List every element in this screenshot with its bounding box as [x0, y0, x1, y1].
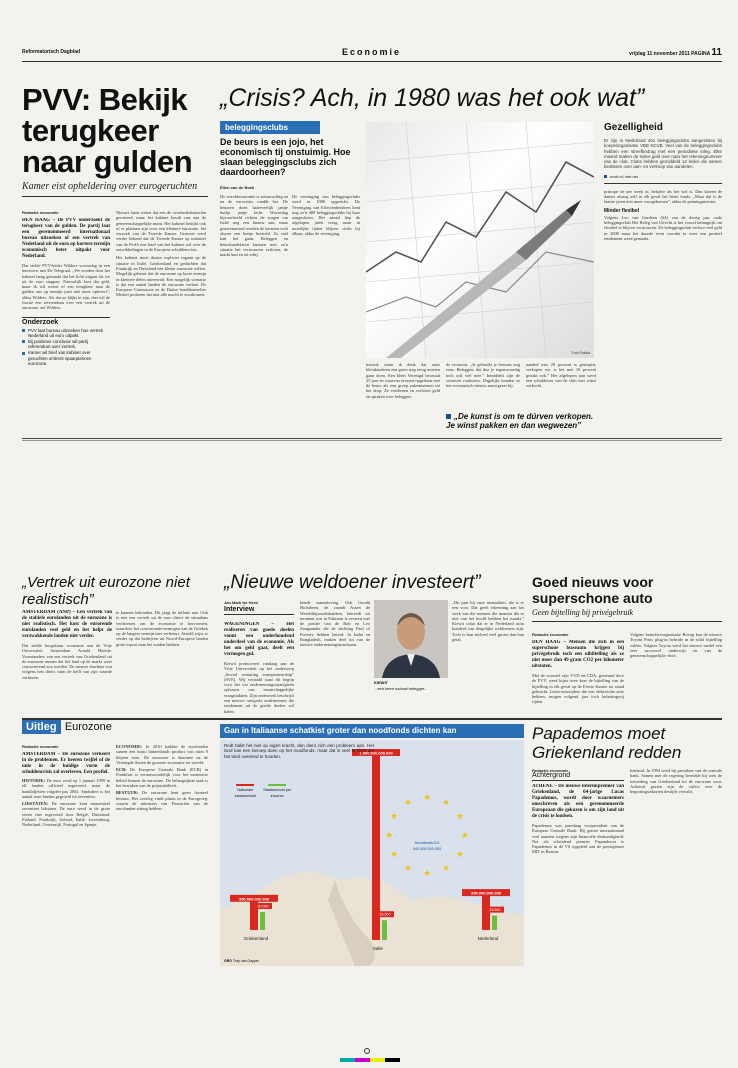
per-capita-bar: [260, 912, 265, 930]
crisis-photo: [366, 122, 594, 358]
crisis-col-4: de vrouwen. „Je gebruikt je hersens nog eens. Beleggen, dat doe je tegenwoordig toch ook wel mee.” Inmiddels zijn de vrouwen routiniers. Dagelijks houden ze het economisch nieuws nauwgezet bij.: [446, 362, 520, 389]
per-capita-value-label: 33.500: [379, 912, 391, 917]
crisis-col-5: aanded met 20 procent is gestegen, verkopen we, is het met 10 procent gezakt ook.” Het afgelopen jaar werd een schuldeiser van de club met winst verkocht.: [526, 362, 596, 389]
crisis-lead: De beurs is een jojo, het economisch tij onstuimig. Hoe slaan beleggingsclubs zich daardoorheen?: [220, 137, 351, 177]
papademos-headline: Papademos moet Griekenland redden: [532, 724, 682, 762]
infographic: [220, 740, 524, 966]
uitleg-section-ecb: ECB: De Europese Centrale Bank (ECB) in Frankfurt is verantwoordelijk voor het monetaire beleid binnen de eurozone. De belangrijkste taak is het bewaken van de prijsstabiliteit.: [116, 767, 208, 789]
eu-star-icon: ★: [460, 830, 470, 840]
gezelligheid-body: Er zijn in Nederland 401 beleggingsclubs aangesloten bij koepelorganisatie VBB NCVB. Veel van de beleggingsclubs hebben een streefbedrag met een periodieke inleg. Elke maand maken de leden geld over naar het rekeningnummer van de club. Clubs hebben gemiddeld 12 leden die samen beslissen over aan- en verkoop van aandelen.: [604, 138, 722, 170]
crisis-tag: beleggingsclubs: [220, 121, 320, 134]
uitleg-lead: AMSTERDAM – De eurozone verkeert in de problemen. Er heeren twijfel of de unie in de huidige vorm de schuldencrisis zal overleven. Een profiel.: [22, 752, 110, 775]
auto-lead: DEN HAAG – Mensen die zich in een superschone leaseauto krijgen bij privégebruik toch een nihiltelling als ze niet meer dan 49 gram CO2 per kilometer uitstoten.: [532, 640, 624, 669]
crisis-col-2: De vereniging van beleggingsclubs werd in 1980 opgericht. De Vereniging van Effectenbezitters kent nog zo'n 400 beleggingsclubs bij haar aangesloten. Het aantal liep de afgelopen jaren terug maar in moeilijke tijden blijven clubs bij elkaar, aldus de vereniging.: [292, 194, 360, 237]
papademos-body: Papademos was jarenlang vicepresident van de Europese Centrale Bank. Hij geniet internationaal veel aanzien wegens zijn financiële deskundigheid. Net als scheidend premier Papandreou is Papademos in de VS opgeleid aan de prestigieuze MIT in Boston.: [532, 823, 624, 855]
uitleg-byline: Redactie economie: [22, 744, 59, 749]
eu-star-icon: ★: [384, 830, 394, 840]
pvv-lead: DEN HAAG – De PVV onderzoekt de terugkeer van de gulden. De partij laat een gerenommeerd internationaal bureau uitzoeken of een vertrek van Nederland uit de euro op kortere termijn economisch beter uitpakt voor Nederland.: [22, 218, 110, 259]
pvv-byline: Redactie economie: [22, 210, 59, 215]
auto-col-2: Volgens branchevorganisatie Bovag kan de nieuwe Toyota Prius plug-in hybride in de nihil bijtelling vallen. Volgens Toyota werd het nieuwe model een zeer succesvol onderwijs en van de gemeenschappelijke vloot.: [630, 632, 722, 659]
uitleg-topic: Eurozone: [64, 721, 112, 733]
papademos-article: [532, 724, 722, 762]
page-info: vrijdag 11 november 2011 PAGINA 11: [629, 47, 722, 58]
eu-star-icon: ★: [422, 868, 432, 878]
interview-caption: [374, 680, 448, 692]
legend-debt: Nationale staatsschuld: [232, 774, 258, 799]
papademos-col-2: kenland. In 1994 werd hij president van de centrale bank. Samen met de regering bereidde hij toen de toetreding van Griekenland tot de eurozone voor. Achteraf gezien zijn de cijfers over de begrotingstekorten destijds vervalst.: [630, 768, 722, 795]
per-capita-bar: [382, 920, 387, 940]
uitleg-col-1: [22, 744, 110, 828]
gezelligheid-title: Gezelligheid: [604, 122, 663, 133]
auto-body: Met de voorstel zijn VVD en CDA, gesteund door de PVV, werd bijna twee keer de bijtelling van de bijtelling in elk geval op de Eerste Kamer tot stand gebracht. Lease-autorijders die een elektrische auto hebben, mogen volgend jaar toch belastingvrij rijden.: [532, 673, 624, 705]
country-label: Italië: [373, 946, 383, 951]
eu-star-icon: ★: [390, 811, 399, 821]
eu-stars: [385, 792, 469, 878]
eu-star-icon: ★: [403, 862, 413, 873]
eu-star-icon: ★: [441, 862, 451, 873]
per-capita-value-label: 30.000: [257, 904, 269, 909]
eu-star-icon: ★: [455, 811, 464, 821]
crisis-headline: „Crisis? Ach, in 1980 was het ook wat”: [220, 84, 645, 112]
quote-square-icon: [446, 414, 451, 419]
pvv-body-2: Nieuws laten weten dat een de overheidsfinanciën geroteerd, maar het kabinet houdt vast aan de gemeenschappelijke munt. Het kabinet bekijkt ook of er plannen zijn voor een kleinere eurozone, het verzoek van de Tweede Kamer. Gisteren werd verder bekend dat de Tweede Kamer op initiatief van de PvdA een brief van het kabinet wil over de ontwikkelingen in de Europese schuldencrisis.: [116, 210, 206, 253]
source-icon: [604, 175, 607, 178]
gezelligheid-subhead: Minder flexibel: [604, 207, 640, 214]
papademos-col-1: [532, 768, 624, 855]
eu-star-icon: ★: [390, 849, 399, 859]
auto-headline: Goed nieuws voor superschone auto: [532, 574, 654, 606]
gezelligheid-body-3: Volgens Leo van Gardeen (64) van de derrig jaar oude beleggingsclub Het Beleg van Utrecht is het vooral belangrijk om flexibel te blijven vertrouwen. De beleggingsclub verloor veel geld in 2008 maar het duurde even voordat er weer een positief rendement werd gemaakt.: [604, 214, 722, 241]
interview-col-1: [224, 622, 294, 714]
caption-text: ...een keert sociaal belegger...: [374, 686, 428, 691]
eu-star-icon: ★: [422, 792, 432, 802]
fund-label: Noodfonds EU 440.000.000.000: [412, 841, 442, 851]
pvv-body-3: Het kabinet moet daarin expliciet ingaan op de situatie in Italië, Griekenland en gedachten dat Frankrijk en Duitsland een kleine eurozone willen. Mogelijk gebeurt dat de eurozone op korte termijn in kleinere delen uiteenvalt. Een mogelijk scenario is dat een aantal landen de eurozone verlaat. De Europese Commissie en de Duitse bondskanselier Merkel proberen dat met alle macht te voorkomen.: [116, 255, 206, 298]
pvv-bullet: PVV laat bureau uitzoeken hoe vertrek Nederland uit euro uitpakt.: [22, 328, 110, 339]
per-capita-value-label: 23.800: [489, 908, 501, 913]
pvv-col-1: [22, 210, 110, 367]
per-capita-bar: [492, 916, 497, 930]
gezelligheid-source: ncvb.nl; veb.net: [604, 174, 722, 184]
legend-pc-swatch: [268, 774, 286, 786]
caption-name: KIEWIT: [374, 680, 388, 685]
photo-credit: Foto Fotolia: [571, 351, 590, 355]
interview-col-2: kende samenleving. Ook Gerald Hofstheen, de vaandt Assen de Wereldbijzonderbanken, betreedt uit moment wat in Pakistan is ervaren met de positie van de Rob en Leo Zangaander die de stichting Faul of Poverty hebben bereid. In India en Bangladesh, maken deel uit van de nieuwe ondernemingsstructuren.: [300, 600, 370, 648]
auto-col-1: [532, 632, 624, 705]
infographic-intro: Redt Italië het niet op eigen kracht, dan dient zich een probleem aan. Het land kan een beroep doen op het noodfonds, maar dat is veel te klein om het land overeind te houden.: [224, 743, 374, 759]
infographic-titlebar: [220, 724, 524, 738]
uitleg-section-historie: HISTORIE: De euro werd op 1 januari 1999 in elf landen officieel ingevoerd, maar de bankbiljetten volgden pas 2002. Sindsdien is het aantal euro-landen gegroeid tot zeventien.: [22, 778, 110, 799]
pvv-bullets: [22, 328, 110, 367]
interview-body: Kiewit promoveert vandaag aan de Vrije Universiteit op het onderwerp „Social venturing entrepreneurship” (SVE). Wij vertaald staat dit begrip voor het via ondernemingsstrategieën oplossen van maatschappelijke vraagstukken. Zijn onderzoek beschrijft een nieuwe categorie ondernemers die rendement uit de goede doelen wil halen.: [224, 661, 294, 714]
uitleg-section-economie: ECONOMIE: In 2010 hadden de eurolanden samen een bruto binnenlands product van ruim 9 biljoen euro. De eurozone is daarmee na de Verenigde Staten de grootste economie ter wereld.: [116, 744, 208, 765]
crisis-pullquote: [446, 412, 596, 430]
eu-star-icon: ★: [403, 797, 413, 808]
crisis-article: [220, 84, 720, 112]
registration-mark: [364, 1048, 370, 1054]
country-label: Griekenland: [243, 936, 269, 941]
pvv-body-1: Dat stelde PVV-leider Wilders woensdag in een interview met De Telegraaf. „We worden door het kabinet bang gemaakt dat het licht uitgaat als we uit de euro stappen. Natuurlijk kost dat geld, maar ik wil weten of een terugkeer naar de gulden ons op termijn juist niet meer oplevert”, aldus Wilders. Als dat zo blijkt te zijn, dan wil de fractie een referendum over een vertrek uit de eurozone, zei Wilders.: [22, 263, 110, 311]
eu-star-icon: ★: [455, 849, 464, 859]
crisis-byline: Ellen van de Boek: [220, 185, 255, 190]
page-header: [22, 46, 722, 62]
realistisch-lead: AMSTERDAM (ANP) – Een vertrek van de stabiele eurolanden uit de eurozone is niet realistisch. Het kost de eurorende eurolanden veel geld en het helpt de verzwakkende landen niet verder.: [22, 610, 112, 639]
pvv-headline: PVV: Bekijk terugkeer naar gulden: [22, 82, 193, 179]
interview-tag: Interview: [224, 607, 294, 615]
chart-paper-pen-image: [366, 122, 594, 358]
pvv-box-title: Onderzoek: [22, 317, 110, 326]
pullquote-text: „De kunst is om te dúrven verkopen. Je winst pakken en dan wegwezen”: [446, 412, 594, 430]
auto-subheadline: Geen bijtelling bij privégebruik: [532, 608, 722, 622]
papademos-byline: Redactie economie: [532, 768, 569, 773]
uitleg-header: [22, 721, 132, 740]
pvv-bullet: Bij positieve conclusie wil partij referendum over vertrek.: [22, 339, 110, 350]
realistisch-col-1: [22, 610, 112, 680]
pvv-subheadline: Kamer eist opheldering over eurogeruchten: [22, 181, 198, 192]
uitleg-label: Uitleg: [22, 720, 61, 734]
debt-value-label: 1.900.000.000.000: [359, 750, 393, 756]
interview-lead: WAGENINGEN – Het realiseren van goede doelen vonnt een onderhoudend onderdeel van de economie. Als het om geld gaat, deelt een vermogen gul.: [224, 622, 294, 657]
realistisch-body: Dat stelde hoogleraar economie aan de Vrije Universiteit Amsterdam Arnold Heertje. Voorstanders van een vertrek van Griekenland uit de eurozone menen dat het land op de markt weer concurrerend zou worden. De nieuwe drachme zou volgens hen direct ruim de helft van zijn waarde verliezen.: [22, 643, 112, 680]
crisis-col-1: De wereldeconomie is zenuwachtig en na de eurocrisis ronddt het. De beurzen doen harteveelijk jantje huilje, jantje lacht. Woensdag bijvoorbeeld richten de zorgen om Italië nog een knauw aan, maar gisterenavond werden de beurzen toch alweer een beetje hersteld. Zo snel kan het gaan. Beleggen en beursbandelaren kunnen met zo'n situatie het vertrouwen verloren, de markt kan en zit erbij.: [220, 194, 288, 258]
pvv-col-2: [116, 210, 206, 298]
legend-debt-swatch: [236, 774, 254, 786]
infographic-title: Gan in Italiaanse schatkist groter dan noodfonds dichten kan: [224, 726, 457, 735]
interview-byline: Jan Mark ter Heve: [224, 600, 259, 605]
uitleg-col-2: [116, 744, 208, 812]
auto-article: [532, 574, 722, 622]
legend-per-capita: Staatsschuld per inwoner: [262, 774, 292, 799]
interview-col-3: „Dit past bij onze mentaliteit, die is er een voor. Dat geeft erkenning aan het werk van die mensen die mensen die er niet van het hoofd hebben het maakt.” Kiewit schat dat er in Nederland ruim honderd van dergelijke weldoeners zijn. Toch is hun invloed veel groter dan hun getal.: [452, 600, 524, 643]
section-title: Economie: [342, 47, 402, 57]
pvv-article: [22, 84, 208, 197]
portrait-image: [374, 600, 448, 678]
debt-value-label: 395.000.000.000: [470, 890, 502, 896]
realistisch-headline: „Vertrek uit eurozone niet realistisch”: [22, 574, 190, 608]
gezelligheid-body-2: principe de per week in, behalve als het wel is. Dan kiezen de dames alsnog zelf in elk geval het beste fonds. „Maar dat is de laatste jaren niet meer voorgekomen”, aldus de penningmeester.: [604, 188, 722, 205]
gezelligheid-sidebar: [604, 122, 722, 241]
eu-star-icon: ★: [441, 797, 451, 808]
uitleg-section-bestuur: BESTUUR: De eurozone kent geen formeel bestuur. Het overleg vindt plaats in de Eurogroep, waarin de ministers van Financiën van de eurolanden zitting hebben.: [116, 790, 208, 812]
papademos-tag: Achtergrond: [532, 773, 624, 781]
infographic-credit: GRO Trap van Dapper: [224, 959, 260, 963]
interview-headline: „Nieuwe weldoener investeert”: [224, 572, 481, 593]
country-label: Nederland: [477, 936, 499, 941]
uitleg-section-lidstaten: LIDSTATEN: De eurozone kent momenteel zeventien lidstaten. De euro werd in de grote eerste fase ingevoerd door België, Duitsland, Finland, Frankrijk, Ierland, Italië, Luxemburg, Nederland, Oostenrijk, Portugal en Spanje.: [22, 801, 110, 828]
realistisch-col-2: te kunnen behouden. Dit jaagt de inflatie aan. Ook is met een vertrek uit de euro direct de stimulans verdwenen om de economie te hervormen, waardoor het concurrentievermogen van de Grieken op de langere termijn niet verbetert. Arnold wijst er verder op dat bedrijven uit Noord-Europese landen grote export naar het zuiden hebben.: [116, 610, 208, 647]
debt-value-label: 350.000.000.000: [238, 896, 270, 902]
pvv-bullet: Kamer wil brief van kabinet over geruchten omtrent spaarplannen eurozone.: [22, 350, 110, 367]
papademos-lead: ATHENE – De nieuwe interimpremier van Griekenland, de 64-jarige Lucas Papademos, wordt door waarnemers omschreven als een gerenommeerde Europeaan die gekozen is om zijn land uit de crisis te loodsen.: [532, 784, 624, 819]
newspaper-name: Reformatorisch Dagblad: [22, 49, 81, 55]
legend: [232, 774, 292, 799]
color-bar: [340, 1058, 400, 1062]
interview-photo: [374, 600, 448, 678]
crisis-col-3: bouwd, maar ik denk dat onze kleinkinderen een grote stap terug moeten gaan doen. Een klein Verenigd beursaal 25 jaar en waarvan ervaren opgedaan met de beurs als een groep zakenmensen uit het dorp. Ze verdienen en verloren geld en spraken over beleggen.: [366, 362, 440, 399]
auto-byline: Redactie economie: [532, 632, 569, 637]
